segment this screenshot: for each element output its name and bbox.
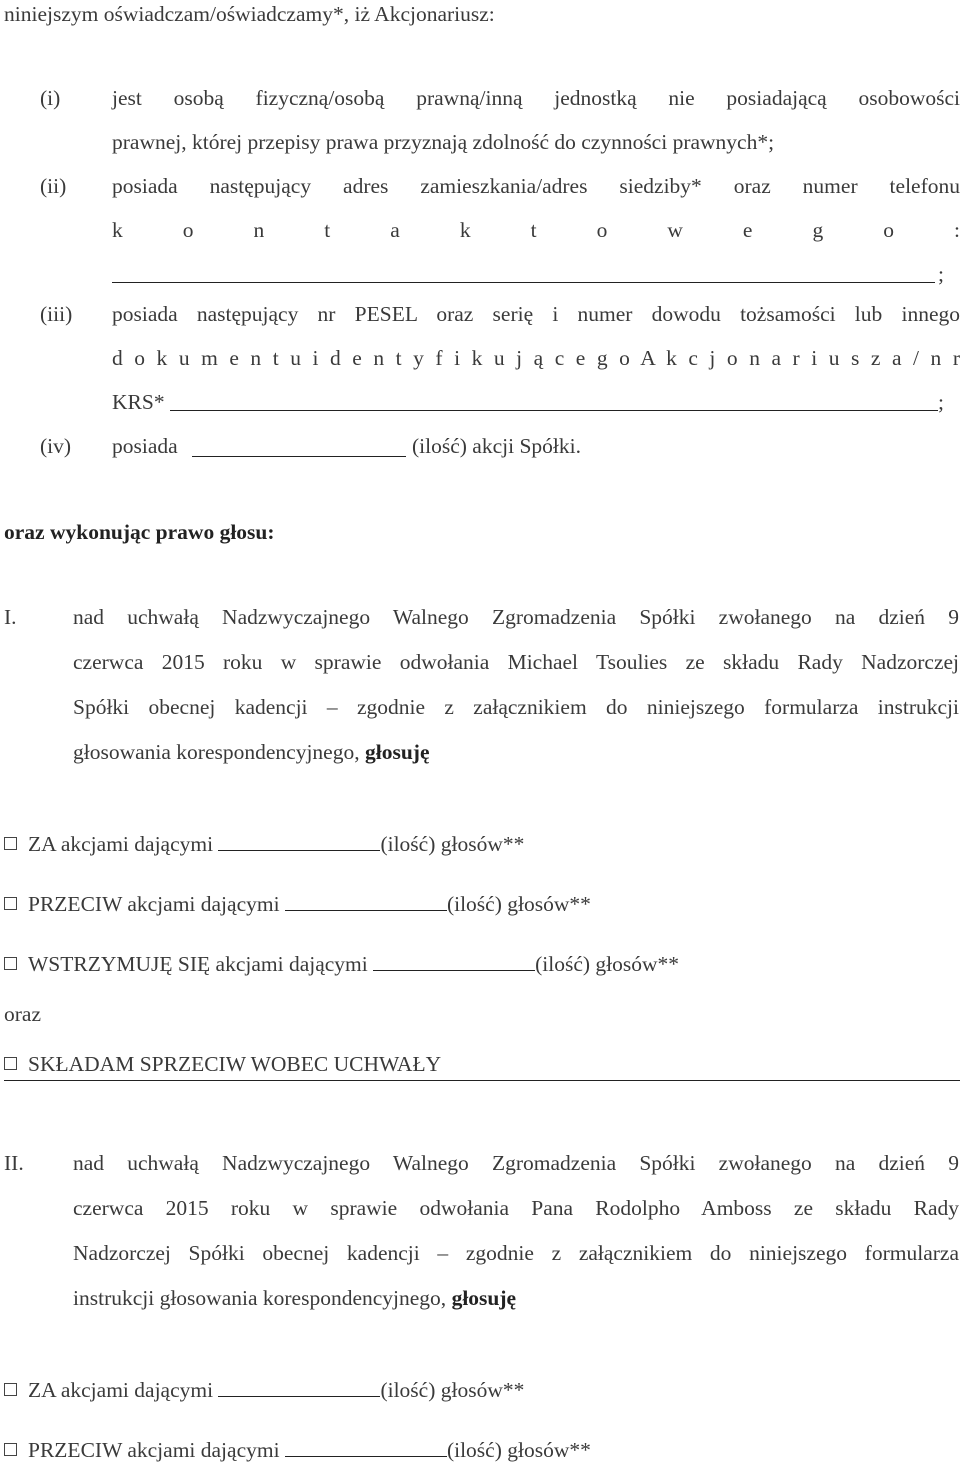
item-number-iii: (iii) <box>40 302 73 326</box>
vote-word: głosuję <box>451 1286 517 1310</box>
or-text: oraz <box>4 1002 41 1026</box>
checkbox-icon[interactable] <box>4 957 17 970</box>
item-ii-line-2: k o n t a k t o w e g o : <box>112 218 960 242</box>
resolution-ii-line-3: Nadzorczej Spółki obecnej kadencji – zgodnie z załącznikiem do niniejszego formularza <box>73 1241 959 1265</box>
votes-count-blank[interactable] <box>218 1395 380 1397</box>
resolution-i-line-3: Spółki obecnej kadencji – zgodnie z załącznikiem do niniejszego formularza instrukcji <box>73 695 959 719</box>
resolution-ii-line-1: nad uchwałą Nadzwyczajnego Walnego Zgromadzenia Spółki zwołanego na dzień 9 <box>73 1151 959 1175</box>
item-number-iv: (iv) <box>40 434 72 458</box>
item-iv-posiada: posiada <box>112 434 178 458</box>
resolution-ii-line-2: czerwca 2015 roku w sprawie odwołania Pana Rodolpho Amboss ze składu Rady <box>73 1196 959 1220</box>
item-number-ii: (ii) <box>40 174 67 198</box>
item-iii-semicolon: ; <box>938 390 944 414</box>
checkbox-icon[interactable] <box>4 837 17 850</box>
item-iii-krs-label: KRS* <box>112 390 165 414</box>
vote-option-abstain[interactable]: WSTRZYMUJĘ SIĘ akcjami dającymi (ilość) głosów** <box>4 952 679 977</box>
checkbox-icon[interactable] <box>4 1057 17 1070</box>
voting-heading: oraz wykonując prawo głosu: <box>4 520 275 544</box>
item-number-i: (i) <box>40 86 61 110</box>
item-iii-line-2: d o k u m e n t u i d e n t y f i k u j ą c e g o A k c j o n a r i u s z a / n r <box>112 346 960 370</box>
resolution-number-i: I. <box>4 605 17 629</box>
vote-option-against-ii[interactable]: PRZECIW akcjami dającymi (ilość) głosów** <box>4 1438 591 1463</box>
votes-count-blank[interactable] <box>373 969 535 971</box>
intro-text: niniejszym oświadczam/oświadczamy*, iż Akcjonariusz: <box>4 2 495 26</box>
checkbox-icon[interactable] <box>4 897 17 910</box>
item-ii-line-1: posiada następujący adres zamieszkania/adres siedziby* oraz numer telefonu <box>112 174 960 198</box>
item-iv-suffix: (ilość) akcji Spółki. <box>412 434 581 458</box>
resolution-i-line-1: nad uchwałą Nadzwyczajnego Walnego Zgromadzenia Spółki zwołanego na dzień 9 <box>73 605 959 629</box>
resolution-i-line-4: głosowania korespondencyjnego, głosuję <box>73 740 430 764</box>
id-document-krs-blank[interactable] <box>170 410 938 411</box>
address-phone-blank[interactable] <box>112 282 935 283</box>
vote-option-for-ii[interactable]: ZA akcjami dającymi (ilość) głosów** <box>4 1378 524 1403</box>
checkbox-icon[interactable] <box>4 1383 17 1396</box>
resolution-ii-line-4: instrukcji głosowania korespondencyjnego, głosuję <box>73 1286 517 1310</box>
item-ii-semicolon: ; <box>938 262 944 286</box>
item-i-line-2: prawnej, której przepisy prawa przyznają zdolność do czynności prawnych*; <box>112 130 775 154</box>
section-divider <box>4 1080 960 1081</box>
resolution-number-ii: II. <box>4 1151 24 1175</box>
votes-count-blank[interactable] <box>285 1455 447 1457</box>
checkbox-icon[interactable] <box>4 1443 17 1456</box>
votes-count-blank[interactable] <box>218 849 380 851</box>
resolution-i-line-2: czerwca 2015 roku w sprawie odwołania Michael Tsoulies ze składu Rady Nadzorczej <box>73 650 959 674</box>
vote-option-objection[interactable]: SKŁADAM SPRZECIW WOBEC UCHWAŁY <box>4 1052 441 1077</box>
item-iii-line-1: posiada następujący nr PESEL oraz serię i numer dowodu tożsamości lub innego <box>112 302 960 326</box>
vote-word: głosuję <box>364 740 430 764</box>
vote-option-against[interactable]: PRZECIW akcjami dającymi (ilość) głosów** <box>4 892 591 917</box>
item-i-line-1: jest osobą fizyczną/osobą prawną/inną jednostką nie posiadającą osobowości <box>112 86 960 110</box>
share-count-blank[interactable] <box>192 456 406 457</box>
votes-count-blank[interactable] <box>285 909 447 911</box>
vote-option-for[interactable]: ZA akcjami dającymi (ilość) głosów** <box>4 832 524 857</box>
